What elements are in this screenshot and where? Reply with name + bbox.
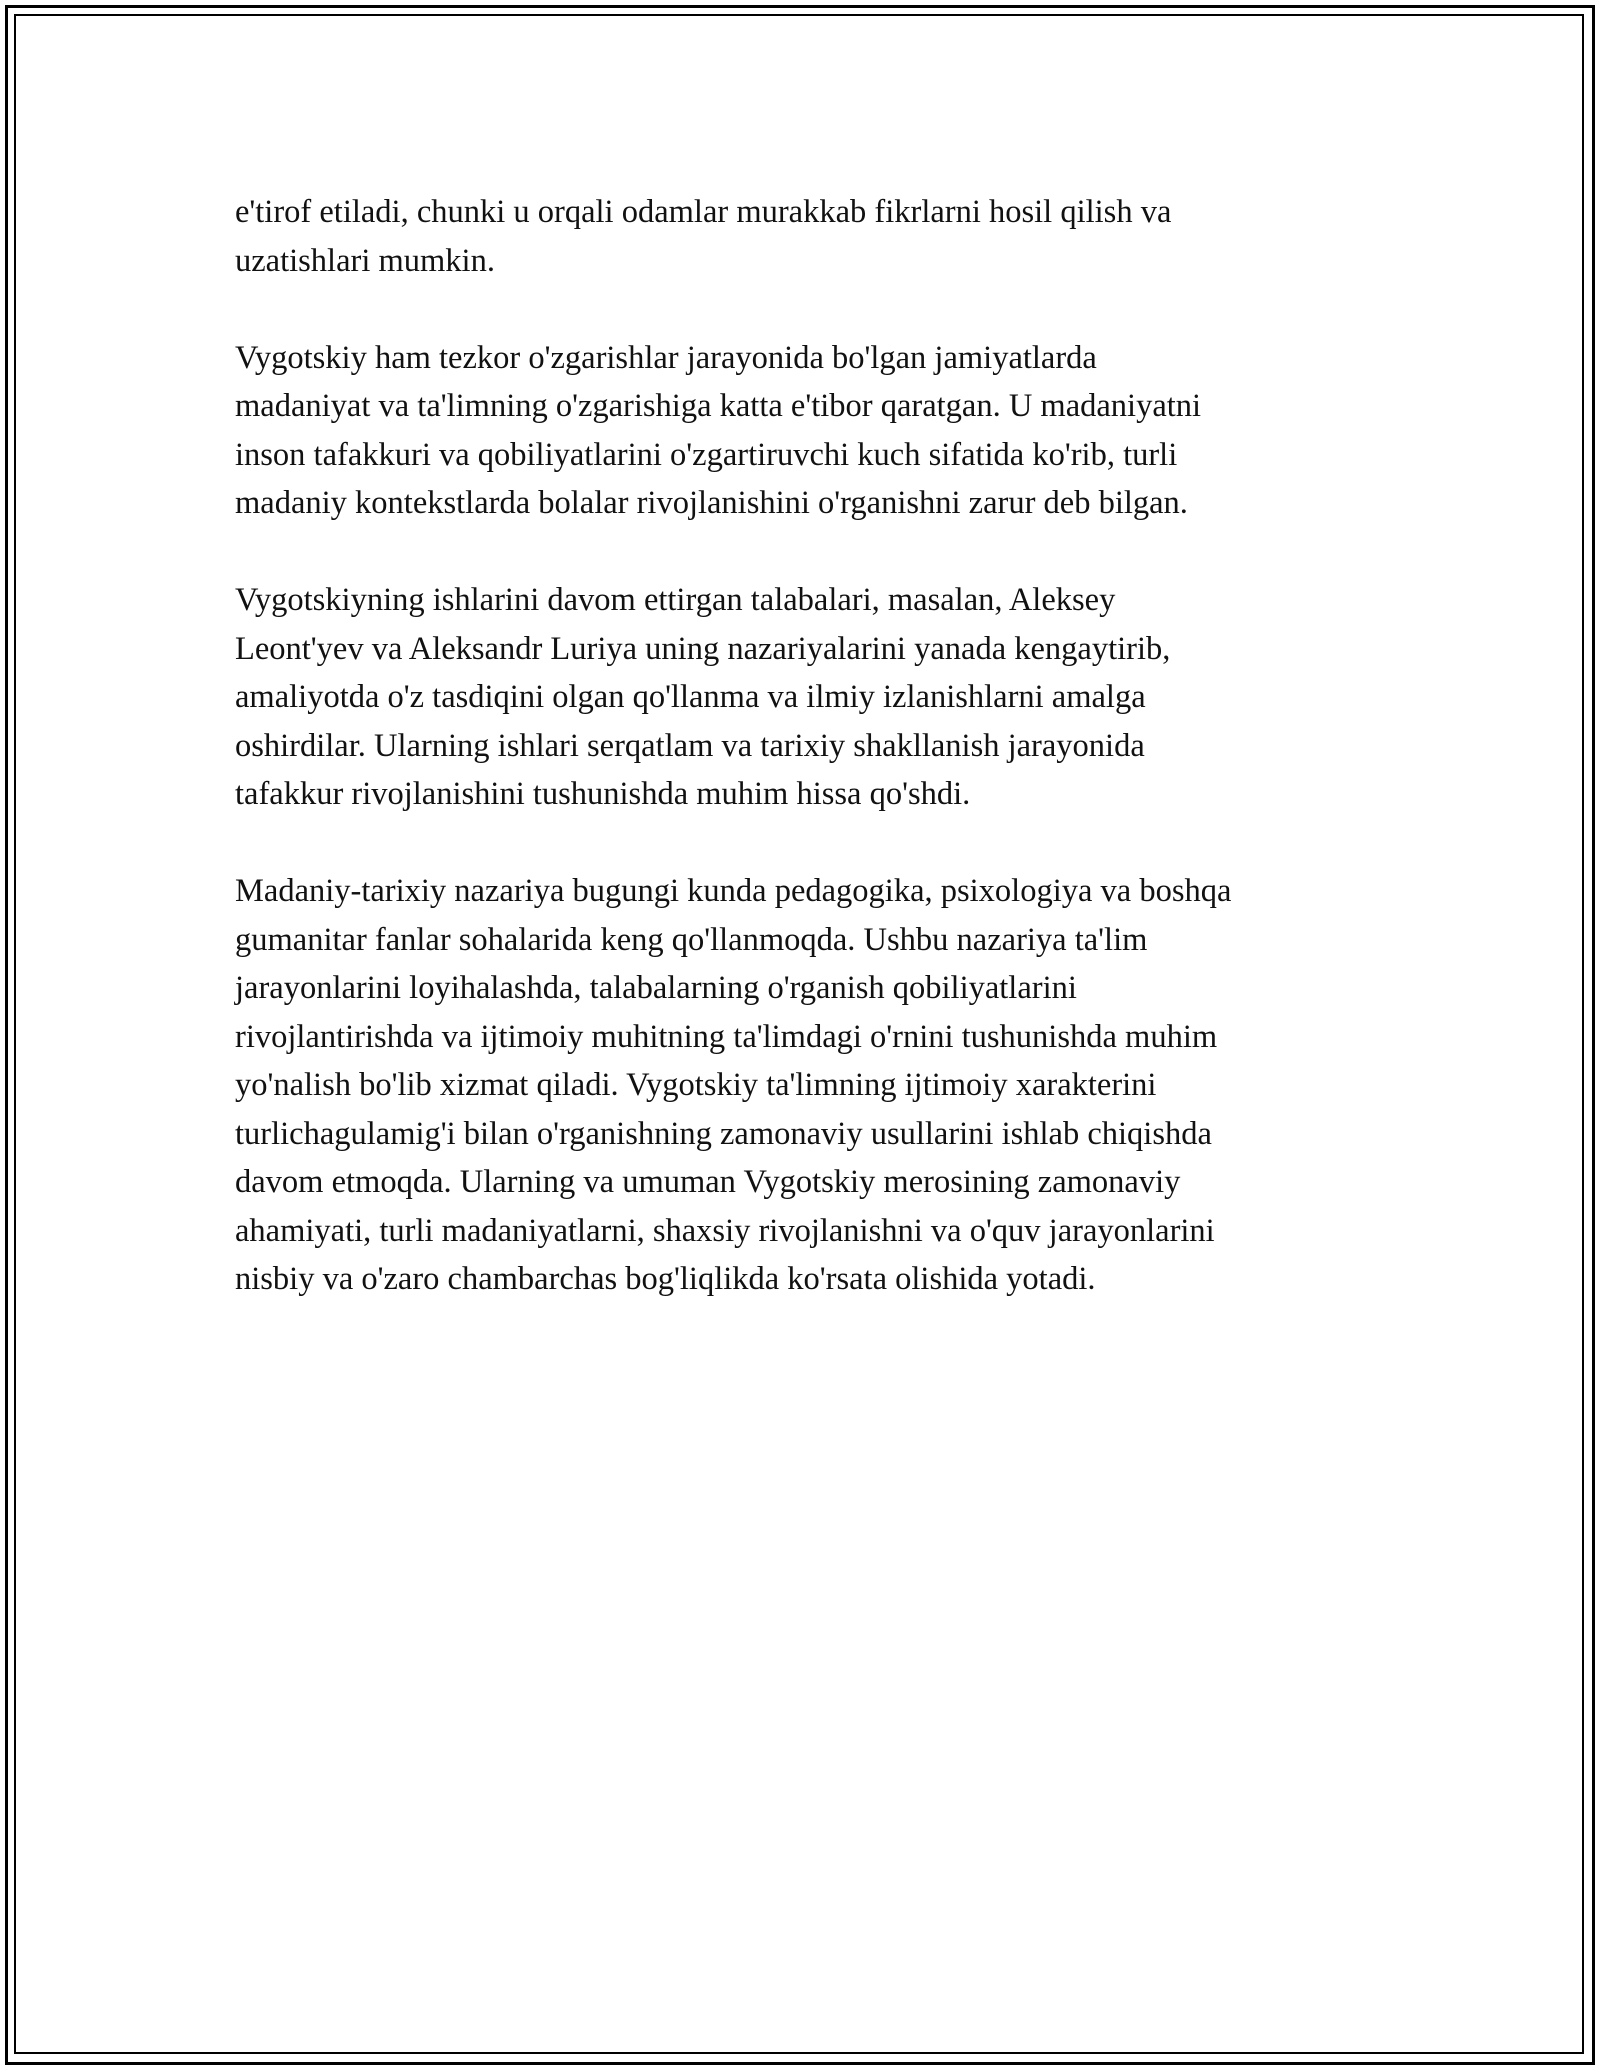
document-body	[235, 188, 1375, 1352]
paragraph-3: Vygotskiyning ishlarini davom ettirgan talabalari, masalan, Aleksey Leont'yev va Aleksandr Luriya uning nazariyalarini yanada kengaytirib, amaliyotda o'z tasdiqini olgan qo'llanma va ilmiy izlanishlarni amalga oshirdilar. Ularning ishlari serqatlam va tarixiy shakllanish jarayonida tafakkur rivojlanishini tushunishda muhim hissa qo'shdi.	[235, 582, 1171, 812]
paragraph-1: e'tirof etiladi, chunki u orqali odamlar murakkab fikrlarni hosil qilish va uzatishlari mumkin.	[235, 194, 1172, 279]
paragraph-4: Madaniy-tarixiy nazariya bugungi kunda pedagogika, psixologiya va boshqa gumanitar fanlar sohalarida keng qo'llanmoqda. Ushbu nazariya ta'lim jarayonlarini loyihalashda, talabalarning o'rganish qobiliyatlarini rivojlantirishda va ijtimoiy muhitning ta'limdagi o'rnini tushunishda muhim yo'nalish bo'lib xizmat qiladi. Vygotskiy ta'limning ijtimoiy xarakterini turlichagulamig'i bilan o'rganishning zamonaviy usullarini ishlab chiqishda davom etmoqda. Ularning va umuman Vygotskiy merosining zamonaviy ahamiyati, turli madaniyatlarni, shaxsiy rivojlanishni va o'quv jarayonlarini nisbiy va o'zaro chambarchas bog'liqlikda ko'rsata olishida yotadi.	[235, 873, 1232, 1297]
paragraph-2: Vygotskiy ham tezkor o'zgarishlar jarayonida bo'lgan jamiyatlarda madaniyat va ta'limning o'zgarishiga katta e'tibor qaratgan. U madaniyatni inson tafakkuri va qobiliyatlarini o'zgartiruvchi kuch sifatida ko'rib, turli madaniy kontekstlarda bolalar rivojlanishini o'rganishni zarur deb bilgan.	[235, 339, 1202, 521]
